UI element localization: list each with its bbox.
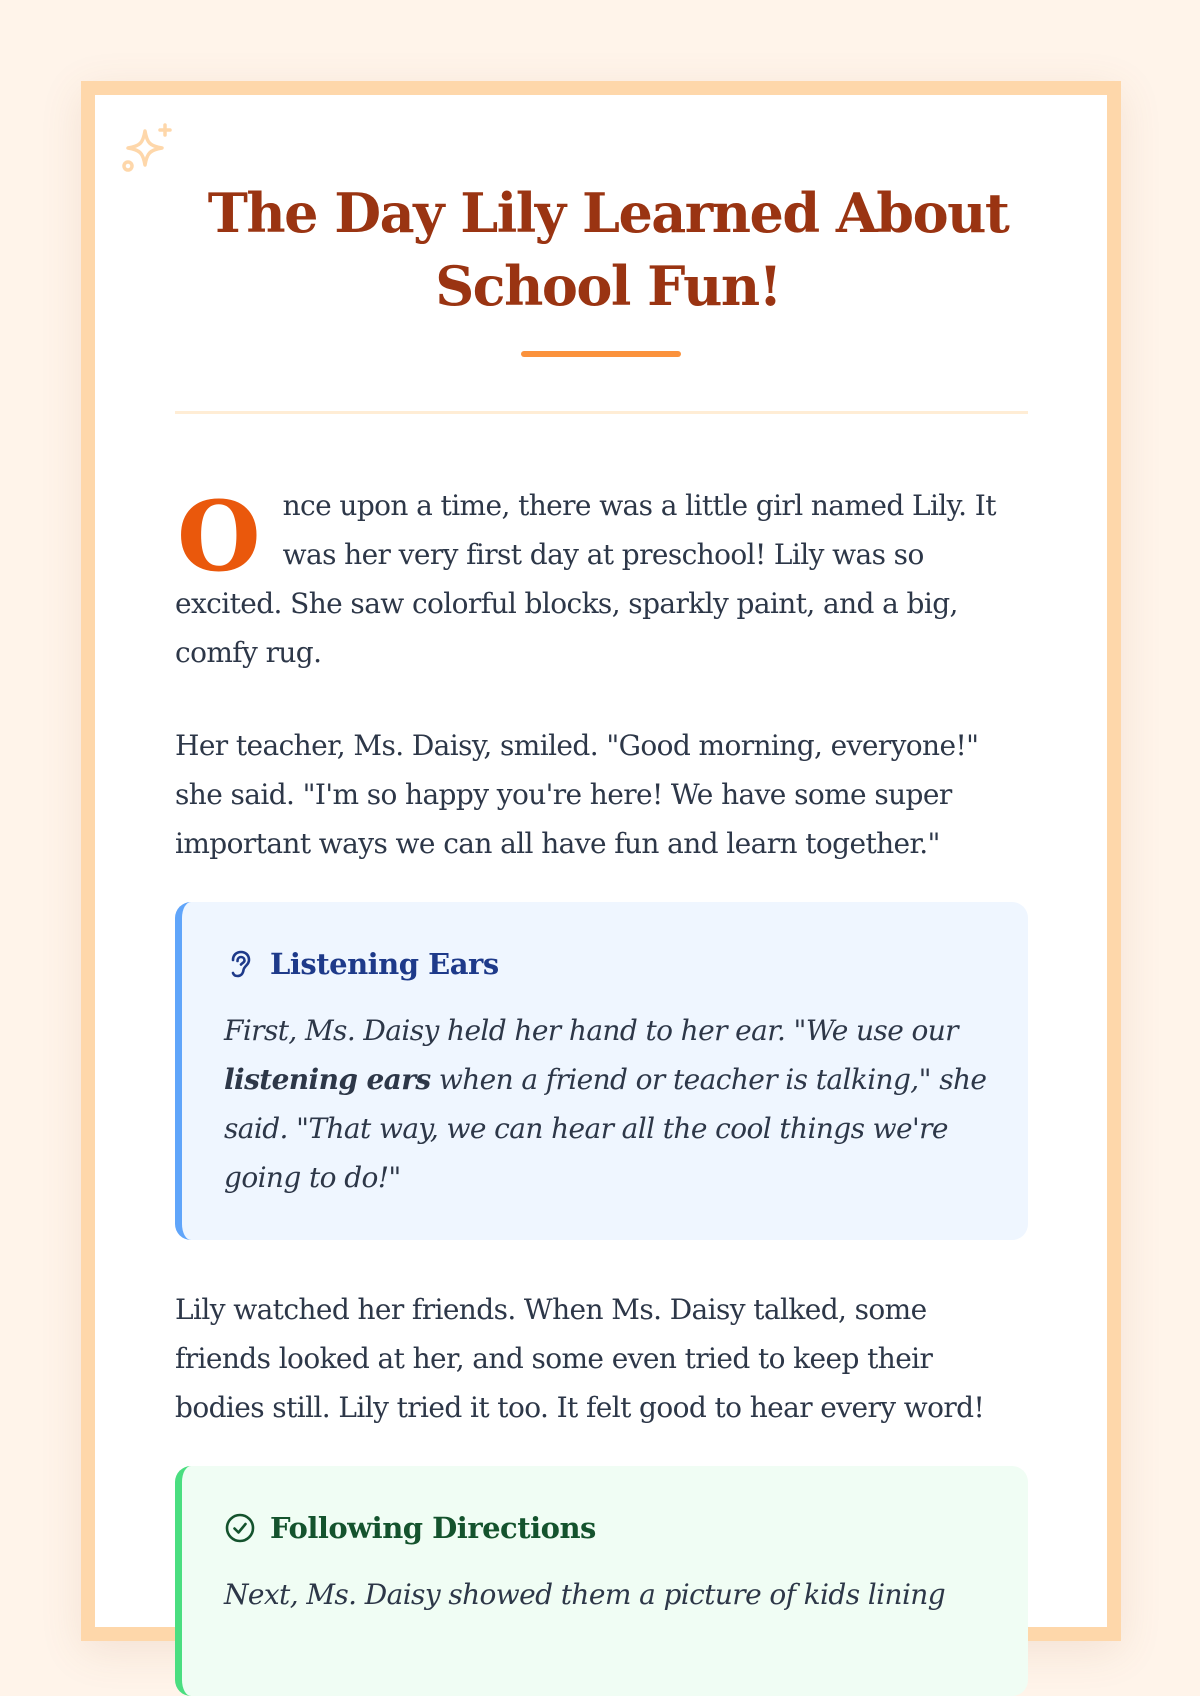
- drop-cap: O: [177, 480, 261, 593]
- callout-title: Following Directions: [270, 1511, 596, 1545]
- listening-ears-callout: [175, 902, 1028, 1240]
- lily-paragraph: Lily watched her friends. When Ms. Daisy talked, some friends looked at her, and some even tried to keep their bodies still. Lily tried it too. It felt good to hear every word!: [175, 1293, 985, 1424]
- section-divider: [175, 411, 1028, 414]
- check-circle-icon: [224, 1512, 256, 1544]
- sparkles-icon: [119, 119, 175, 175]
- emphasis-listening-ears: listening ears: [224, 1063, 431, 1096]
- story-page: [81, 81, 1121, 1641]
- callout-text: [224, 1006, 992, 1202]
- ear-icon: [224, 948, 256, 980]
- callout-text: Next, Ms. Daisy showed them a picture of kids lining: [224, 1578, 946, 1611]
- teacher-paragraph: Her teacher, Ms. Daisy, smiled. "Good morning, everyone!" she said. "I'm so happy you're here! We have some super important ways we can all have fun and learn together.": [175, 729, 979, 860]
- callout-header: [224, 944, 992, 984]
- intro-text: nce upon a time, there was a little girl named Lily. It was her very first day at preschool! Lily was so excited. She saw colorful blocks, sparkly paint, and a big, comfy rug.: [175, 489, 996, 669]
- intro-paragraph: [175, 481, 1028, 677]
- callout-text-start: First, Ms. Daisy held her hand to her ear. "We use our: [224, 1014, 958, 1047]
- callout-title: Listening Ears: [270, 947, 499, 981]
- callout-text-end: when a friend or teacher is talking," she said. "That way, we can hear all the cool things we're going to do!": [224, 1063, 987, 1194]
- following-directions-callout: [175, 1466, 1028, 1696]
- callout-header: [224, 1508, 992, 1548]
- story-title: The Day Lily Learned About School Fun!: [207, 181, 1009, 318]
- title-underline: [521, 351, 681, 357]
